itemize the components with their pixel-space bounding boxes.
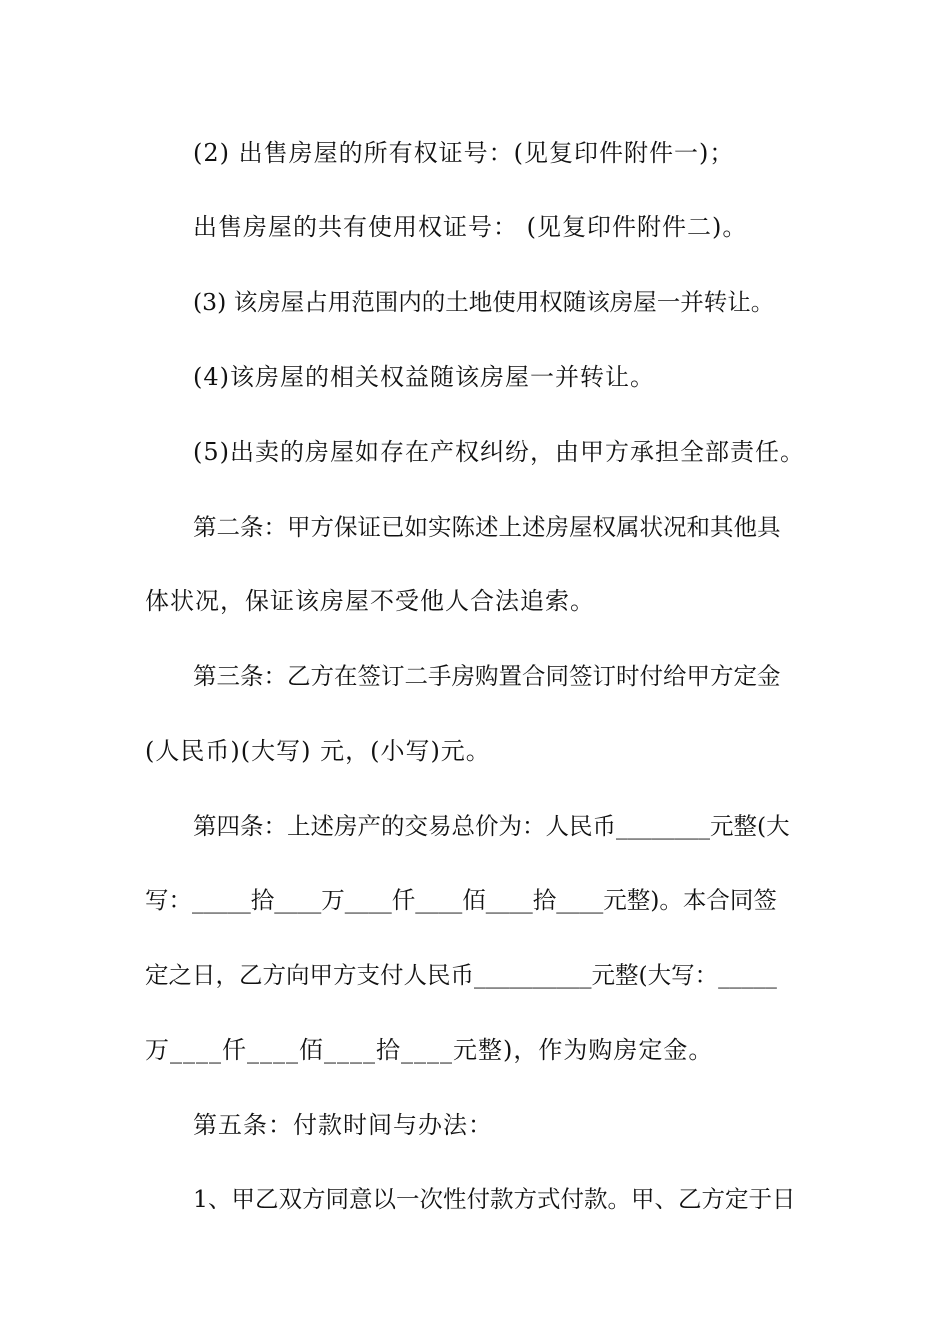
article-4-line-4: 万____仟____佰____拾____元整)，作为购房定金。 [145,1036,714,1064]
article-3-line-1: 第三条：乙方在签订二手房购置合同签订时付给甲方定金 [193,662,781,690]
article-4-line-3: 定之日，乙方向甲方支付人民币__________元整(大写：_____ [145,961,777,989]
article-5-item-1: 1、甲乙双方同意以一次性付款方式付款。甲、乙方定于日 [193,1185,796,1213]
article-5-heading: 第五条：付款时间与办法： [193,1111,493,1139]
clause-2-ownership-cert: (2) 出售房屋的所有权证号：(见复印件附件一)； [193,139,735,167]
clause-2-shared-use-cert: 出售房屋的共有使用权证号： (见复印件附件二)。 [193,213,748,241]
article-4-line-1: 第四条：上述房产的交易总价为：人民币________元整(大 [193,812,790,840]
clause-5-title-dispute: (5)出卖的房屋如存在产权纠纷，由甲方承担全部责任。 [193,438,805,466]
clause-4-related-rights: (4)该房屋的相关权益随该房屋一并转让。 [193,363,655,391]
article-2-line-2: 体状况，保证该房屋不受他人合法追索。 [145,587,595,615]
article-4-line-2: 写：_____拾____万____仟____佰____拾____元整)。本合同签 [145,886,777,914]
article-3-line-2: (人民币)(大写) 元，(小写)元。 [145,737,491,765]
article-2-line-1: 第二条：甲方保证已如实陈述上述房屋权属状况和其他具 [193,513,781,541]
clause-3-land-use: (3) 该房屋占用范围内的土地使用权随该房屋一并转让。 [193,288,775,316]
